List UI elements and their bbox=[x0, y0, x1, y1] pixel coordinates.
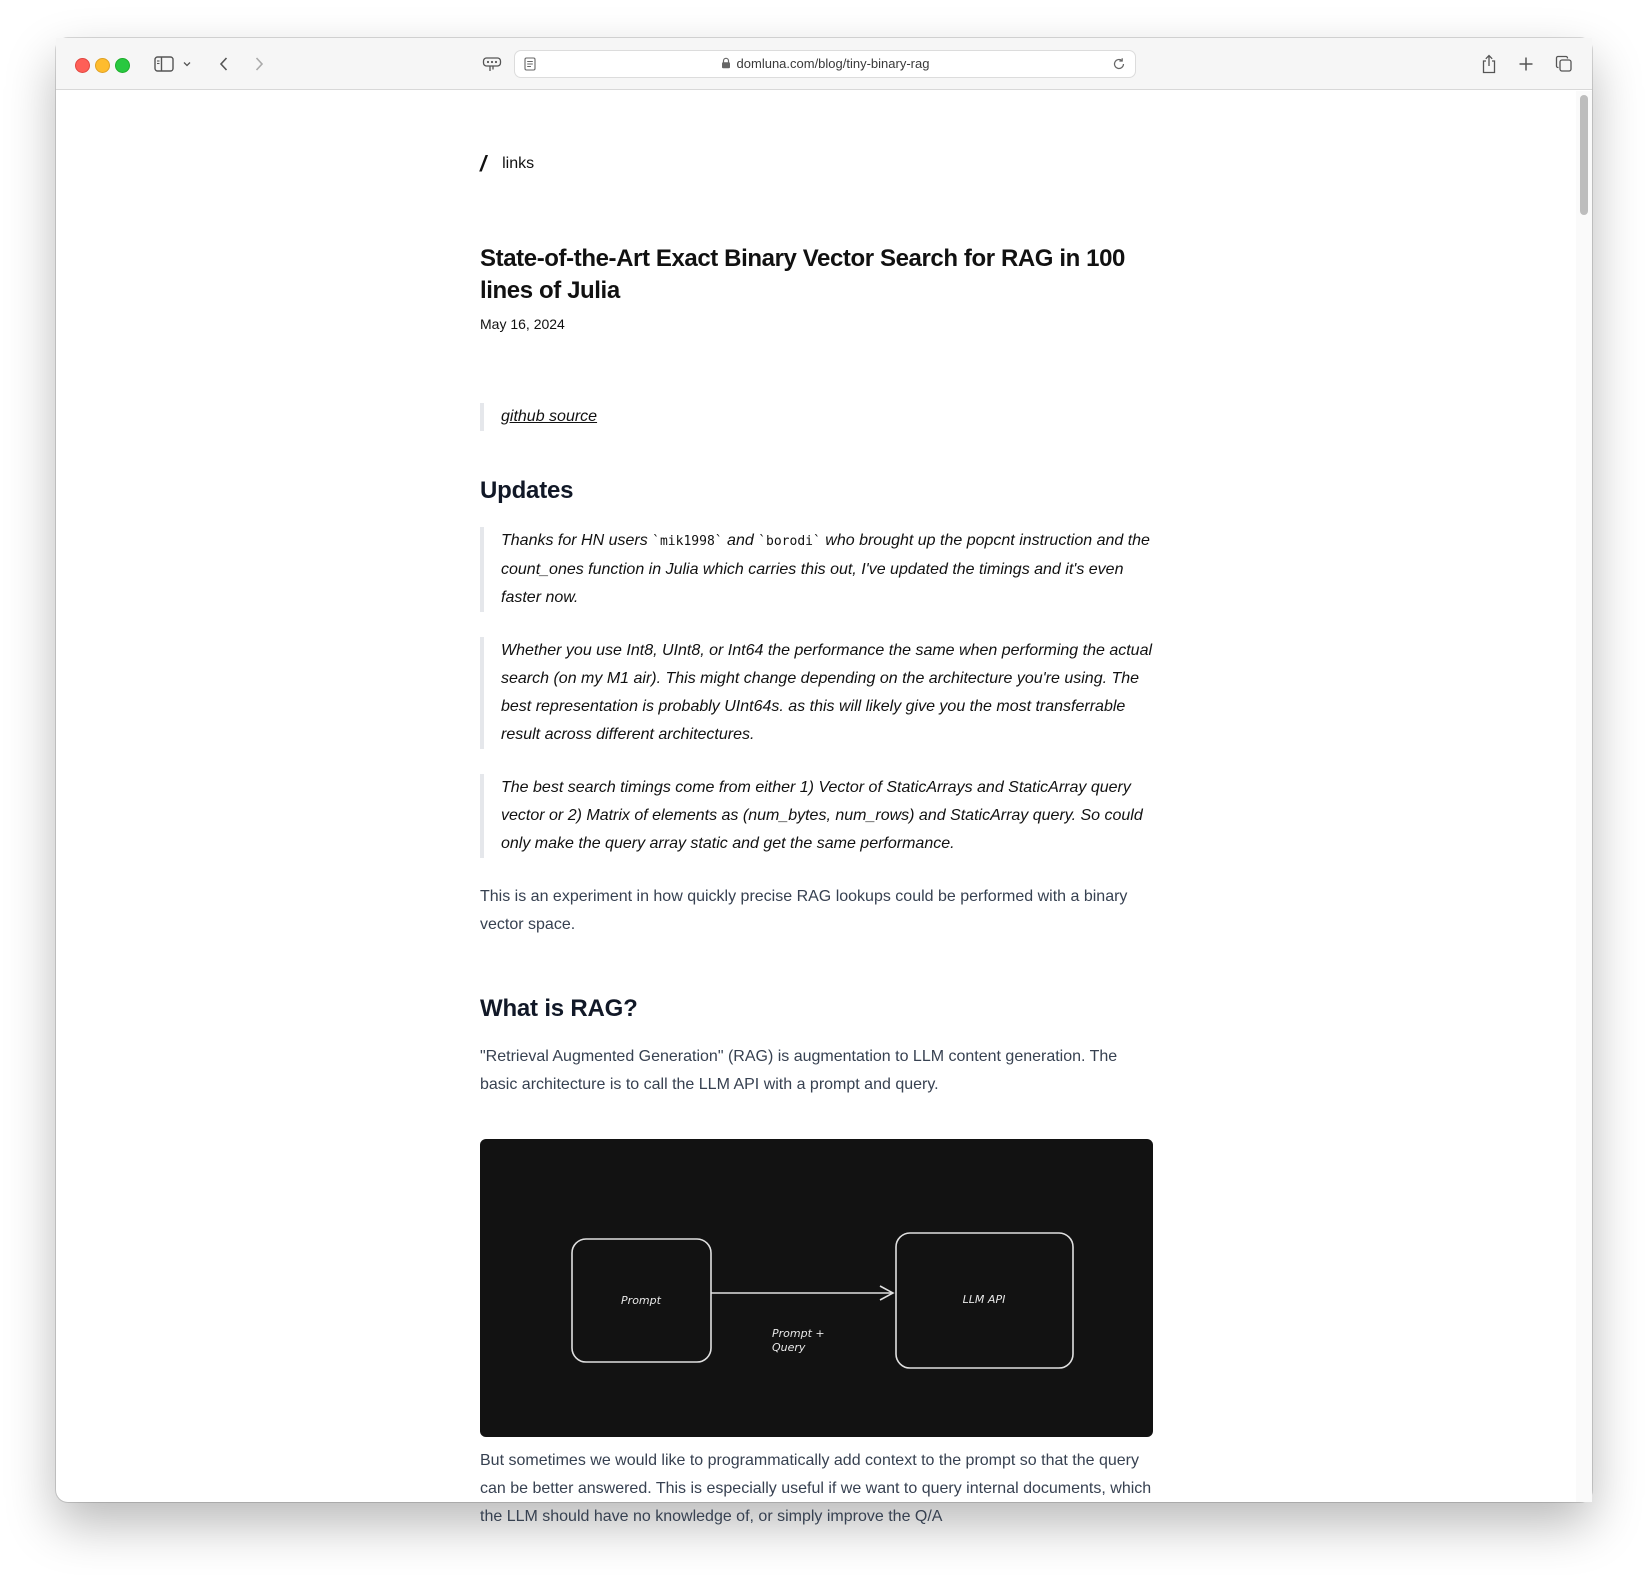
publish-date: May 16, 2024 bbox=[480, 316, 565, 332]
minimize-window-button[interactable] bbox=[95, 58, 110, 73]
close-window-button[interactable] bbox=[75, 58, 90, 73]
back-arrow-icon[interactable] bbox=[214, 52, 234, 76]
updates-heading: Updates bbox=[480, 477, 574, 504]
tab-overview-icon[interactable] bbox=[1553, 52, 1575, 76]
password-key-icon[interactable] bbox=[480, 52, 504, 76]
source-blockquote bbox=[480, 403, 1153, 431]
breadcrumb bbox=[480, 149, 534, 179]
edge-label-line-2: Query bbox=[772, 1341, 806, 1354]
update-1-text-a: Thanks for HN users bbox=[501, 532, 653, 549]
new-tab-icon[interactable] bbox=[1515, 52, 1537, 76]
lock-icon bbox=[721, 52, 731, 78]
url-text: domluna.com/blog/tiny-binary-rag bbox=[736, 56, 930, 71]
browser-toolbar bbox=[56, 38, 1592, 90]
update-quote-2: Whether you use Int8, UInt8, or Int64 the performance the same when performing the actual search (on my M1 air). This might change depending on the architecture you're using. The best representation is probably UInt64s. as this will likely give you the most transferrable result across different architectures. bbox=[480, 637, 1153, 749]
update-1-text-c: who brought up the popcnt instruction and the count_ones function in Julia which carries this out, I've updated the timings and it's even faster now. bbox=[501, 532, 1150, 606]
links-nav-link[interactable]: links bbox=[502, 155, 535, 172]
sidebar-toggle-icon[interactable] bbox=[152, 52, 176, 76]
rag-diagram bbox=[480, 1139, 1153, 1437]
update-1-text-b: and bbox=[722, 532, 759, 549]
scrollbar-thumb[interactable] bbox=[1580, 95, 1588, 215]
address-bar[interactable] bbox=[514, 50, 1136, 78]
scrollbar-track[interactable] bbox=[1576, 91, 1592, 1502]
forward-arrow-icon[interactable] bbox=[249, 52, 269, 76]
breadcrumb-separator: / bbox=[480, 151, 487, 176]
username-mik1998: `mik1998` bbox=[652, 534, 723, 549]
rag-paragraph: "Retrieval Augmented Generation" (RAG) is augmentation to LLM content generation. The basic architecture is to call the LLM API with a prompt and query. bbox=[480, 1048, 1118, 1093]
share-icon[interactable] bbox=[1478, 52, 1500, 76]
update-quote-3: The best search timings come from either 1) Vector of StaticArrays and StaticArray query vector or 2) Matrix of elements as (num_bytes, num_rows) and StaticArray query. So could only make the query array static and get the same performance. bbox=[480, 774, 1153, 858]
reload-icon[interactable] bbox=[1109, 54, 1129, 74]
page-content bbox=[56, 91, 1592, 1525]
browser-window bbox=[56, 38, 1592, 1525]
github-source-link[interactable]: github source bbox=[501, 408, 598, 425]
edge-label-line-1: Prompt + bbox=[772, 1327, 825, 1340]
prompt-box-label: Prompt bbox=[621, 1294, 661, 1307]
intro-paragraph: This is an experiment in how quickly precise RAG lookups could be performed with a binary vector space. bbox=[480, 888, 1128, 933]
url-field[interactable] bbox=[515, 51, 1135, 77]
username-borodi: `borodi` bbox=[758, 534, 821, 549]
maximize-window-button[interactable] bbox=[115, 58, 130, 73]
context-paragraph: But sometimes we would like to programmatically add context to the prompt so that the query can be better answered. This is especially useful if we want to query internal documents, which the LLM should have no knowledge of, or simply improve the Q/A bbox=[480, 1452, 1152, 1525]
llm-api-box-label: LLM API bbox=[962, 1293, 1006, 1306]
article-title: State-of-the-Art Exact Binary Vector Search for RAG in 100 lines of Julia bbox=[480, 245, 1125, 304]
chevron-down-icon[interactable] bbox=[180, 52, 194, 76]
what-is-rag-heading: What is RAG? bbox=[480, 995, 638, 1022]
update-quote-1 bbox=[480, 527, 1153, 612]
